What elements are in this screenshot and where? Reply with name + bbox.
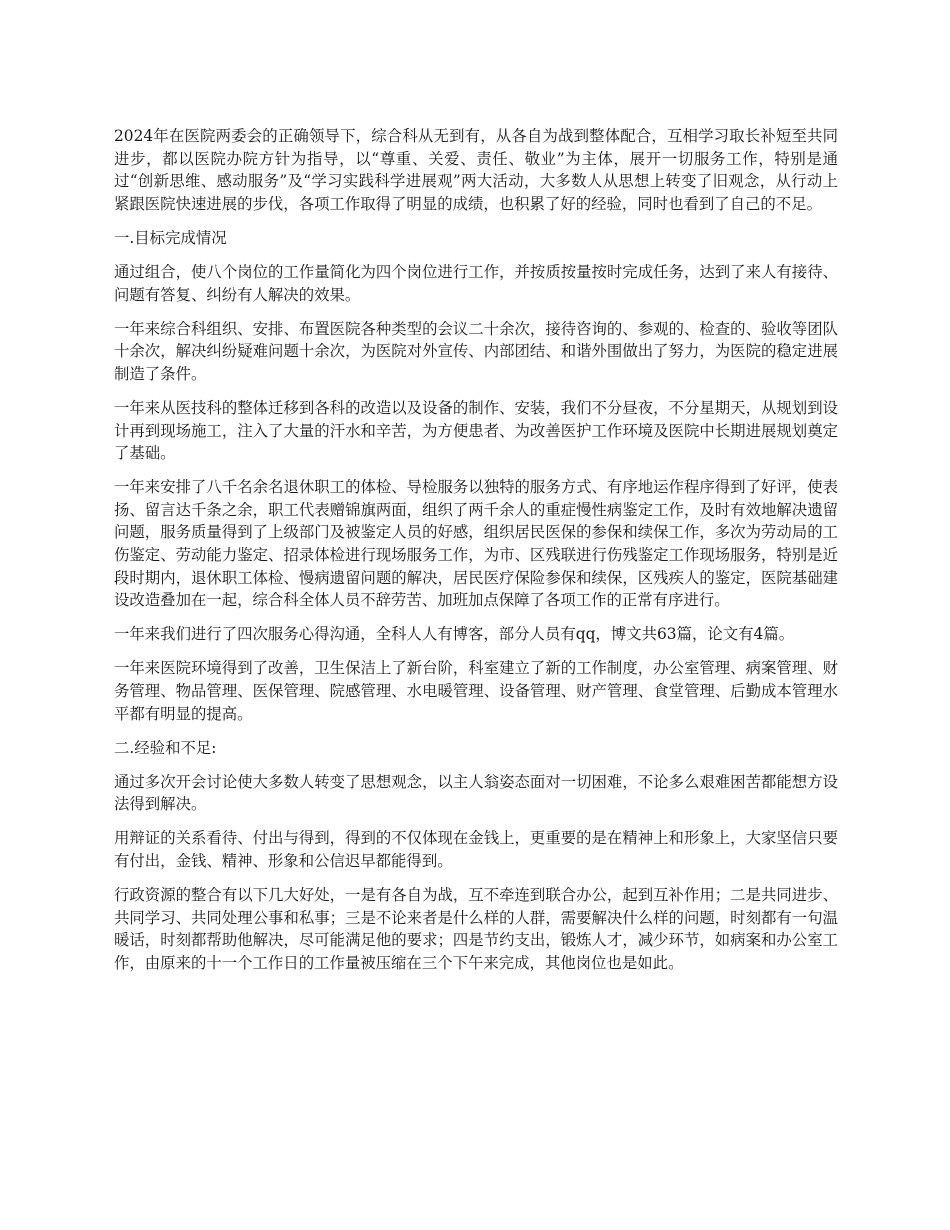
section-heading-experience: 二.经验和不足: bbox=[114, 738, 217, 757]
document-body bbox=[114, 125, 838, 986]
intro-paragraph: 2024年在医院两委会的正确领导下，综合科从无到有，从各自为战到整体配合，互相学习取长补短至共同进步，都以医院办院方针为指导，以“尊重、关爱、责任、敬业”为主体，展开一切服务工作，特别是通过“创新思维、感动服务”及“学习实践科学进展观”两大活动，大多数人从思想上转变了旧观念，从行动上紧跟医院快速进展的步伐，各项工作取得了明显的成绩，也积累了好的经验，同时也看到了自己的不足。 bbox=[114, 127, 838, 213]
body-paragraph: 通过组合，使八个岗位的工作量简化为四个岗位进行工作，并按质按量按时完成任务，达到了来人有接待、问题有答复、纠纷有人解决的效果。 bbox=[114, 262, 838, 304]
body-paragraph: 一年来综合科组织、安排、布置医院各种类型的会议二十余次，接待咨询的、参观的、检查的、验收等团队十余次，解决纠纷疑难问题十余次，为医院对外宣传、内部团结、和谐外围做出了努力，为医院的稳定进展制造了条件。 bbox=[114, 319, 838, 383]
body-paragraph: 通过多次开会讨论使大多数人转变了思想观念，以主人翁姿态面对一切困难，不论多么艰难困苦都能想方设法得到解决。 bbox=[114, 772, 838, 814]
body-paragraph: 一年来我们进行了四次服务心得沟通，全科人人有博客，部分人员有qq，博文共63篇，论文有4篇。 bbox=[114, 625, 795, 644]
body-paragraph: 行政资源的整合有以下几大好处，一是有各自为战，互不牵连到联合办公，起到互补作用；二是共同进步、共同学习、共同处理公事和私事；三是不论来者是什么样的人群，需要解决什么样的问题，时刻都有一句温暖话，时刻都帮助他解决，尽可能满足他的要求；四是节约支出，锻炼人才，减少环节，如病案和办公室工作，由原来的十一个工作日的工作量被压缩在三个下午来完成，其他岗位也是如此。 bbox=[114, 886, 838, 972]
body-paragraph: 一年来安排了八千名余名退休职工的体检、导检服务以独特的服务方式、有序地运作程序得到了好评，使表扬、留言达千条之余，职工代表赠锦旗两面，组织了两千余人的重症慢性病鉴定工作，及时有效地解决遗留问题，服务质量得到了上级部门及被鉴定人员的好感，组织居民医保的参保和续保工作，多次为劳动局的工伤鉴定、劳动能力鉴定、招录体检进行现场服务工作，为市、区残联进行伤残鉴定工作现场服务，特别是近段时期内，退休职工体检、慢病遗留问题的解决，居民医疗保险参保和续保，区残疾人的鉴定，医院基础建设改造叠加在一起，综合科全体人员不辞劳苦、加班加点保障了各项工作的正常有序进行。 bbox=[114, 478, 838, 610]
section-heading-goals: 一.目标完成情况 bbox=[114, 228, 227, 247]
body-paragraph: 一年来从医技科的整体迁移到各科的改造以及设备的制作、安装，我们不分昼夜，不分星期天，从规划到设计再到现场施工，注入了大量的汗水和辛苦，为方便患者、为改善医护工作环境及医院中长期进展规划奠定了基础。 bbox=[114, 398, 838, 463]
body-paragraph: 一年来医院环境得到了改善，卫生保洁上了新台阶，科室建立了新的工作制度，办公室管理、病案管理、财务管理、物品管理、医保管理、院感管理、水电暖管理、设备管理、财产管理、食堂管理、后勤成本管理水平都有明显的提高。 bbox=[114, 659, 838, 723]
body-paragraph: 用辩证的关系看待、付出与得到，得到的不仅体现在金钱上，更重要的是在精神上和形象上，大家坚信只要有付出，金钱、精神、形象和公信迟早都能得到。 bbox=[114, 829, 838, 871]
